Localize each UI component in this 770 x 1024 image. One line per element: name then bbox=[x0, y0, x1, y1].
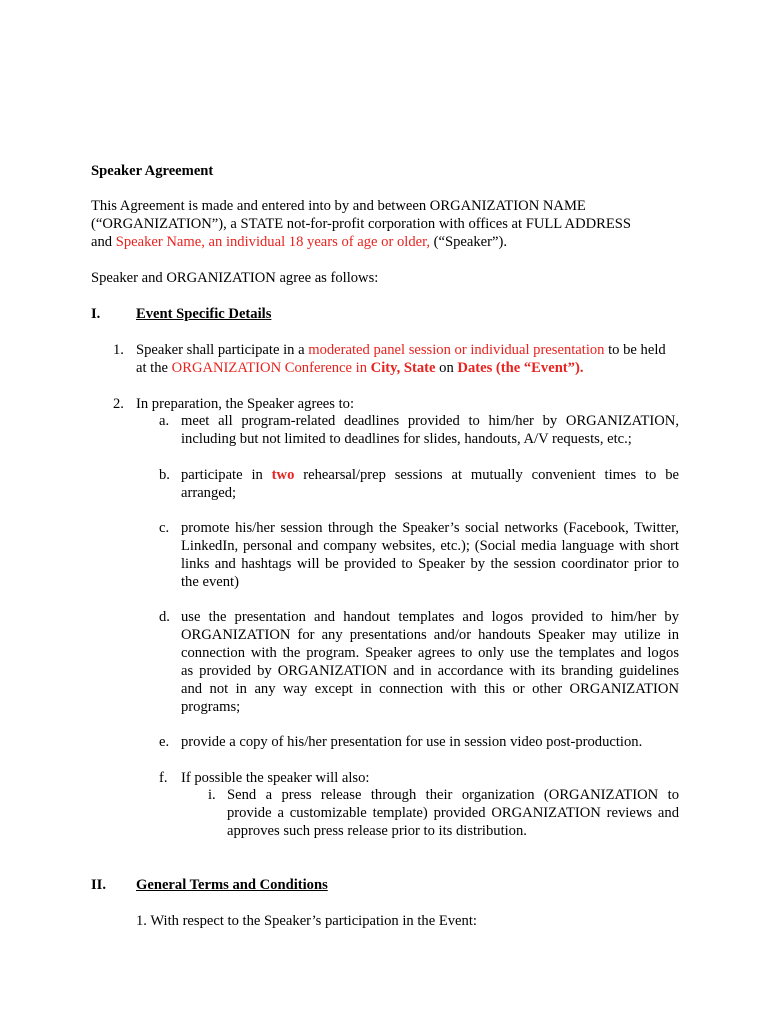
item-text: to be held bbox=[604, 342, 666, 358]
sub-item-a-line-1: meet all program-related deadlines provided to him/her by ORGANIZATION, bbox=[181, 413, 679, 429]
sub-item-b-line-1 bbox=[181, 466, 679, 484]
city-state-placeholder: City, State bbox=[370, 360, 436, 376]
section-2-number: II. bbox=[91, 877, 107, 893]
sub-item-a-label: a. bbox=[159, 413, 170, 429]
item-text: Speaker shall participate in a bbox=[136, 342, 309, 358]
sub-item-d-line-4: as provided by ORGANIZATION and in accordance with its branding guidelines bbox=[181, 663, 679, 679]
sub-sub-item-i-label: i. bbox=[208, 787, 216, 803]
section-2-item-1: 1. With respect to the Speaker’s participation in the Event: bbox=[136, 913, 477, 929]
sub-item-c-line-2: LinkedIn, personal and company websites, etc.); (Social media language with short bbox=[181, 538, 679, 554]
section-1-number: I. bbox=[91, 306, 101, 322]
sub-item-c-line-4: the event) bbox=[181, 574, 239, 590]
conference-placeholder: ORGANIZATION Conference in bbox=[171, 360, 371, 376]
sub-item-f-line-1: If possible the speaker will also: bbox=[181, 770, 370, 786]
item-1-line-1 bbox=[136, 341, 666, 359]
sub-item-d-line-1: use the presentation and handout templates and logos provided to him/her by bbox=[181, 609, 679, 625]
speaker-name-placeholder: Speaker Name, an individual 18 years of age or older, bbox=[115, 234, 431, 250]
sub-sub-item-i-line-3: approves such press release prior to its distribution. bbox=[227, 823, 527, 839]
sub-item-d-line-2: ORGANIZATION for any presentations and/or handouts Speaker may utilize in bbox=[181, 627, 679, 643]
sub-item-d-line-3: connection with the program. Speaker agrees to only use the templates and logos bbox=[181, 645, 679, 661]
dates-placeholder: Dates (the “Event”). bbox=[457, 360, 584, 376]
section-2-title: General Terms and Conditions bbox=[136, 877, 328, 893]
sub-item-d-line-6: programs; bbox=[181, 699, 241, 715]
item-2-number: 2. bbox=[113, 396, 124, 412]
item-text: participate in bbox=[181, 467, 272, 483]
section-1-title: Event Specific Details bbox=[136, 306, 272, 322]
sub-sub-item-i-line-2: provide a customizable template) provided ORGANIZATION reviews and bbox=[227, 805, 679, 821]
sub-item-c-label: c. bbox=[159, 520, 170, 536]
item-1-line-2 bbox=[136, 359, 583, 377]
sub-item-d-line-5: and not in any way except in connection with this or other ORGANIZATION bbox=[181, 681, 679, 697]
sub-item-a-line-2: including but not limited to deadlines for slides, handouts, A/V requests, etc.; bbox=[181, 431, 632, 447]
session-type-placeholder: moderated panel session or individual presentation bbox=[308, 342, 605, 358]
item-text: on bbox=[435, 360, 458, 376]
item-1-number: 1. bbox=[113, 342, 124, 358]
item-text: rehearsal/prep sessions at mutually convenient times to be bbox=[294, 467, 679, 483]
sub-item-c-line-1: promote his/her session through the Speaker’s social networks (Facebook, Twitter, bbox=[181, 520, 679, 536]
intro-line-3 bbox=[91, 233, 507, 251]
intro-text: (“Speaker”). bbox=[430, 234, 508, 250]
document-title: Speaker Agreement bbox=[91, 163, 214, 179]
sub-sub-item-i-line-1: Send a press release through their organization (ORGANIZATION to bbox=[227, 787, 679, 803]
item-text: at the bbox=[136, 360, 172, 376]
sub-item-b-line-2: arranged; bbox=[181, 485, 237, 501]
intro-line-2: (“ORGANIZATION”), a STATE not-for-profit corporation with offices at FULL ADDRESS bbox=[91, 216, 632, 232]
intro-text: and bbox=[91, 234, 116, 250]
sub-item-d-label: d. bbox=[159, 609, 170, 625]
sub-item-e-label: e. bbox=[159, 734, 170, 750]
rehearsal-count-placeholder: two bbox=[271, 467, 295, 483]
agree-line: Speaker and ORGANIZATION agree as follows: bbox=[91, 270, 379, 286]
sub-item-e-line-1: provide a copy of his/her presentation for use in session video post-production. bbox=[181, 734, 643, 750]
intro-line-1: This Agreement is made and entered into by and between ORGANIZATION NAME bbox=[91, 198, 586, 214]
item-2-text: In preparation, the Speaker agrees to: bbox=[136, 396, 355, 412]
sub-item-b-label: b. bbox=[159, 467, 170, 483]
sub-item-f-label: f. bbox=[159, 770, 168, 786]
sub-item-c-line-3: links and hashtags will be provided to Speaker by the session coordinator prior to bbox=[181, 556, 679, 572]
